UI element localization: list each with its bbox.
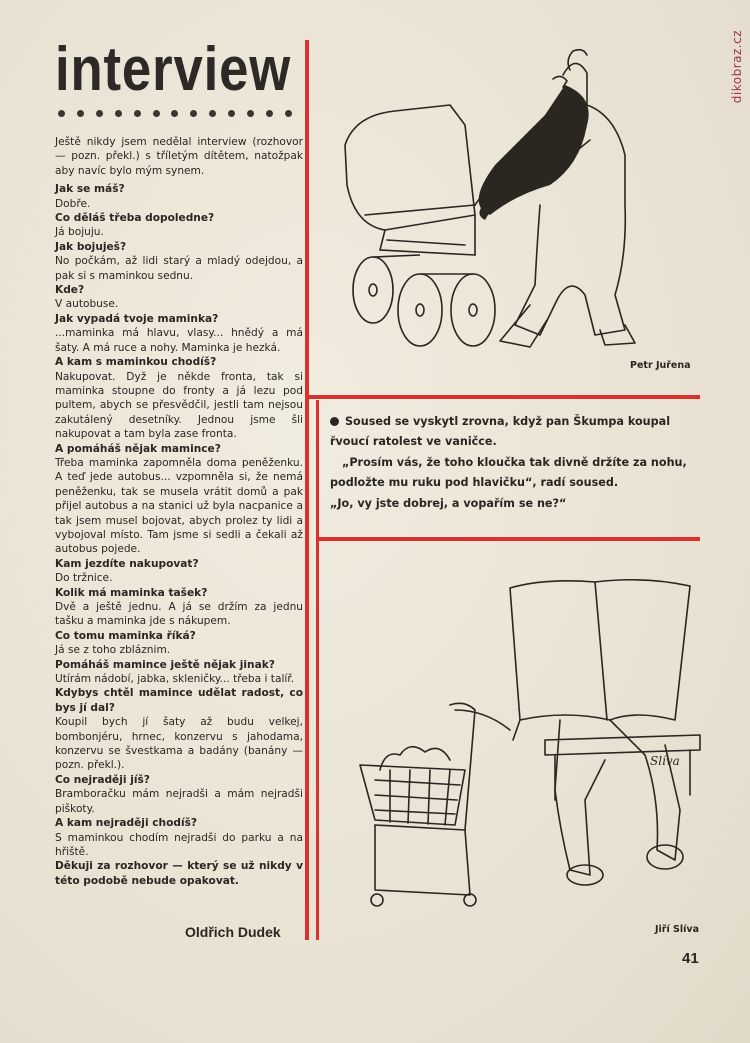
answer: V autobuse. <box>55 298 119 311</box>
answer: Já bojuju. <box>55 226 104 239</box>
joke-line: Soused se vyskytl zrovna, když pan Škumpa koupal řvoucí ratolest ve vaničce. <box>330 415 671 448</box>
answer: ...maminka má hlavu, vlasy... hnědý a má šaty. A má ruce a nohy. Maminka je hezká. <box>55 327 303 354</box>
page-number: 41 <box>682 950 699 967</box>
answer: Já se z toho zbláznim. <box>55 644 171 657</box>
joke-line: „Jo, vy jste dobrej, a vopařím se ne?“ <box>330 497 567 510</box>
question: Jak se máš? <box>55 183 125 196</box>
page-title: interview <box>55 35 292 104</box>
joke-line: „Prosím vás, že toho kloučka tak divně držíte za nohu, podložte mu ruku pod hlavičku“, radí soused. <box>330 456 687 489</box>
bullet-icon <box>330 417 339 426</box>
article-author: Oldřich Dudek <box>185 924 281 940</box>
question: Co tomu maminka říká? <box>55 629 196 642</box>
title-dot-divider <box>58 110 292 117</box>
cartoon-newspaper-illustration <box>345 570 705 925</box>
answer: Dobře. <box>55 197 91 210</box>
answer: Nakupovat. Dyž je někde fronta, tak si maminka stoupne do fronty a já lezu pod pultem, abych se přesvědčil, jestli tam nejsou zakutálený desetníky. Jednou jsme šli nakupovat a tam byla zase fronta. <box>55 370 303 441</box>
question: A kam nejraději chodíš? <box>55 817 198 830</box>
question: Jak bojuješ? <box>55 240 127 253</box>
question: Kolik má maminka tašek? <box>55 586 208 599</box>
cartoon-signature: Slíva <box>650 754 680 768</box>
red-row-divider-bottom <box>316 537 700 541</box>
interview-intro: Ještě nikdy jsem nedělal interview (rozhovor — pozn. překl.) s tříletým dítětem, natožpak aby navíc bylo mým synem. <box>55 136 303 177</box>
interview-closing: Děkuji za rozhovor — který se už nikdy v této podobě nebude opakovat. <box>55 860 303 887</box>
question: Jak vypadá tvoje maminka? <box>55 312 219 325</box>
red-inner-divider <box>316 400 319 940</box>
answer: Utírám nádobí, jabka, skleničky... třeba i talíř. <box>55 673 295 686</box>
joke-text <box>330 412 695 515</box>
bottom-cartoon-credit: Jiří Slíva <box>655 924 699 935</box>
question: A kam s maminkou chodíš? <box>55 356 217 369</box>
top-cartoon-credit: Petr Juřena <box>630 360 691 371</box>
answer: Dvě a ještě jednu. A já se držím za jednu tašku a maminka jde s nákupem. <box>55 601 303 628</box>
question: A pomáháš nějak mamince? <box>55 442 221 455</box>
answer: Třeba maminka zapomněla doma peněženku. A teď jede autobus... vzpomněla si, že nemá peněženku, tak se musela vrátit domů a pak přijel autobus a na stanici už byla nacpanice a tak jsem musel bojovat, abych prolez ty lidi a vybojoval místo. Tam jsme si sedli a čekali až autobus pojede. <box>55 456 303 556</box>
red-row-divider-top <box>305 395 700 399</box>
question: Co děláš třeba dopoledne? <box>55 212 215 225</box>
watermark: dikobraz.cz <box>730 30 744 104</box>
answer: Koupil bych jí šaty až budu velkej, bombonjéru, hrnec, konzervu s jahodama, konzervu se švestkama a badány (banány — pozn. překl.). <box>55 716 303 772</box>
answer: No počkám, až lidi starý a mladý odejdou, a pak si s maminkou sednu. <box>55 255 303 282</box>
question: Kde? <box>55 284 85 297</box>
interview-article <box>55 135 303 888</box>
answer: S maminkou chodím nejradši do parku a na hřiště. <box>55 831 303 858</box>
question: Co nejraději jíš? <box>55 773 150 786</box>
red-column-divider <box>305 40 309 940</box>
question: Kam jezdíte nakupovat? <box>55 557 199 570</box>
question: Kdybys chtěl mamince udělat radost, co bys jí dal? <box>55 687 303 714</box>
question: Pomáháš mamince ještě nějak jinak? <box>55 658 275 671</box>
answer: Do tržnice. <box>55 572 113 585</box>
answer: Bramboračku mám nejradši a mám nejradši piškoty. <box>55 788 303 815</box>
cartoon-pram-illustration <box>325 45 695 375</box>
